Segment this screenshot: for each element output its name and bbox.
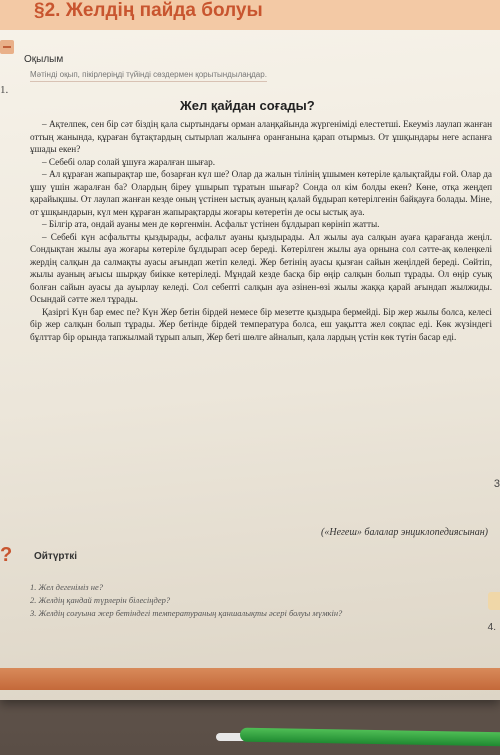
side-tab-marker bbox=[488, 592, 500, 610]
article-paragraph: – Білгір ата, ондай ауаны мен де көргенмін. Асфальт үстінен бұлдырап көрініп жатты. bbox=[42, 219, 380, 229]
margin-number: 4. bbox=[487, 622, 496, 633]
question-item: 2. Желдің қандай түрлерін білесіңдер? bbox=[30, 595, 171, 605]
article-paragraph: – Ақтелпек, сен бір сәт біздің қала сыртындағы орман алаңқайында жүргеніміді елестетші. Екеуміз лаулап жанған оттың жанында, құраған бұтақтардың сытырлап жалынға оранғанына қарап отырмыз. От ұшқындары неге аспанға ұшады екен? bbox=[30, 119, 492, 154]
page-bottom-band bbox=[0, 668, 500, 690]
task-number: 1. bbox=[0, 84, 9, 96]
question-item: 3. Желдің соғуына жер бетіндегі температураның қаншалықты әсері болуы мүмкін? bbox=[30, 608, 343, 618]
section-title: §2. Желдің пайда болуы bbox=[34, 0, 263, 21]
margin-number: 3 bbox=[493, 478, 500, 490]
questions-list bbox=[30, 582, 480, 621]
questions-heading: Ойтүрткі bbox=[34, 551, 78, 562]
reading-label: Оқылым bbox=[24, 54, 64, 65]
question-mark-icon: ? bbox=[0, 544, 13, 566]
article-paragraph: – Себебі күн асфальтты қыздырады, асфальт ауаны қыздырады. Ал жылы ауа салқын ауаға қарағанда жеңіл. Сондықтан жылы ауа жоғары көтеріле бұлдырап әсер береді. Көтерілген жылы ауа орнына сол сәтте-ақ көлеңкелі жердің салқын да салмақты ауасы ағындап жетіп келеді. Жер бетінің ауасы қызған сайын жеңілдей береді. Сөйтіп, жылы ауаның ағысы шырқау биікке көтеріледі. Мұндай кезде басқа бір өңір салқын болып тұрады. Ол өңір суық болған сайын ауасы да ауырлау келеді. Сол себепті салқын ауа әзінен-өзі жылы жаққа қарай ағындап жылжиды. Осындай сәтте жел тұрады. bbox=[30, 231, 492, 304]
article-paragraph: – Ал құраған жапырақтар ше, бозарған күл ше? Олар да жалын тілінің ұшымен көтеріле қалықтайды ғой. Олар да ұшу үшін жаралған ба? Олардың біреу ұшырып тұратын шығар? Сонда ол кім болды екен? Көне, отқа жеңдеп қарайықшы. От лаулап жанған кезде оның үстінен ыстық ауаның қалай бұдырап көтерілгенін байқауға болады. Міне, от ұшқындарын, күл мен құраған жапырақтарды жоғары көтеретін де осы ыстық ауа. bbox=[30, 169, 492, 217]
reading-icon bbox=[0, 40, 14, 54]
reading-instruction: Мәтінді оқып, пікірлеріңді түйінді сөздермен қорытындылаңдар. bbox=[30, 70, 267, 82]
article-source: («Негеш» балалар энциклопедиясынан) bbox=[321, 527, 488, 538]
article-paragraph: – Себебі олар солай ұшуға жаралған шығар. bbox=[42, 156, 216, 167]
article-body bbox=[30, 118, 492, 343]
question-item: 1. Жел дегеніміз не? bbox=[30, 582, 103, 592]
article-title: Жел қайдан соғады? bbox=[180, 98, 315, 113]
article-paragraph: Қазіргі Күн бар емес пе? Күн Жер бетін бірдей немесе бір мезетте қыздыра бермейді. Бір жер жылы болса, келесі бір жер салқын болып тұрады. Жер бетінде бірдей температура болса, еш уақытта жел соқпас еді. Көк жүзіндегі бұлттар бір орында тапжылмай тұрып алып, Жер беті шөлге айналып, қала лардың үстін көк түтін басар еді. bbox=[30, 306, 492, 342]
